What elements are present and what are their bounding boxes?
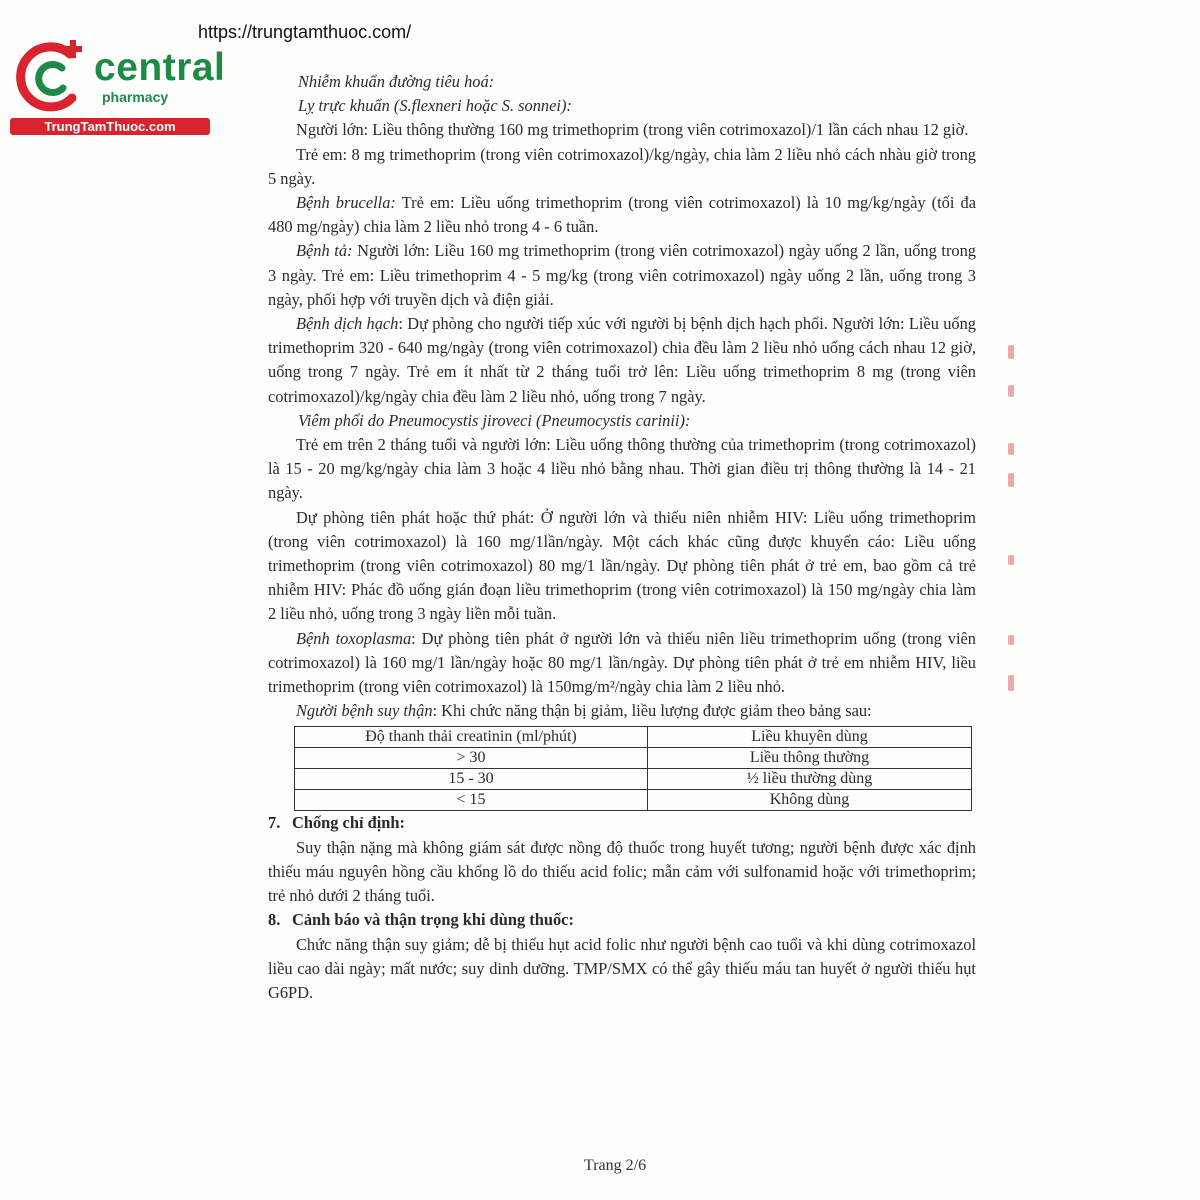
page-number: Trang 2/6 [584,1157,647,1174]
pcp-heading: Viêm phổi do Pneumocystis jiroveci (Pneumocystis carinii): [298,410,691,430]
section-title: Cảnh báo và thận trọng khi dùng thuốc: [292,910,574,930]
section-8-text: Chức năng thận suy giảm; dễ bị thiếu hụt acid folic như người bệnh cao tuổi và khi dùng cotrimoxazol liều cao dài ngày; mất nước; suy dinh dưỡng. TMP/SMX có thể gây thiếu máu tan huyết ở người thiếu hụt G6PD. [268,934,976,1002]
table-cell: ½ liều thường dùng [648,769,972,790]
shigella-adult: Người lớn: Liều thông thường 160 mg trimethoprim (trong viên cotrimoxazol)/1 lần cách nhau 12 giờ. [296,120,969,140]
logo-site-bar: TrungTamThuoc.com [10,118,210,135]
central-pharmacy-logo [10,38,225,138]
document-body [268,70,976,1005]
table-cell: > 30 [295,748,648,769]
brucella-paragraph [268,191,976,239]
plague-label: Bệnh dịch hạch [296,314,399,334]
toxoplasma-paragraph [268,627,976,700]
plague-text: : Dự phòng cho người tiếp xúc với người bị bệnh dịch hạch phổi. Người lớn: Liều uống trimethoprim 320 - 640 mg/ngày (trong viên cotrimoxazol) chia đều làm 2 liều nhỏ uống cách nhau 12 giờ, uống trong 7 ngày. Trẻ em ít nhất từ 2 tháng tuổi trở lên: Liều uống trimethoprim 8 mg (trong viên cotrimoxazol)/kg/ngày chia đều làm 2 liều nhỏ, uống trong 7 ngày. [268,314,976,406]
toxo-text: : Dự phòng tiên phát ở người lớn và thiếu niên liều trimethoprim uống (trong viên cotrimoxazol) là 160 mg/1 lần/ngày hoặc 80 mg/1 lần/ngày. Dự phòng tiên phát ở trẻ em nhiễm HIV, liều trimethoprim (trong viên cotrimoxazol) là 150mg/m²/ngày chia làm 2 liều nhỏ. [268,628,976,697]
section-7-text: Suy thận nặng mà không giám sát được nồng độ thuốc trong huyết tương; người bệnh được xác định thiếu máu nguyên hồng cầu khổng lồ do thiếu acid folic; mẫn cảm với sulfonamid hoặc với trimethoprim; trẻ nhỏ dưới 2 tháng tuổi. [268,837,976,906]
pharmacy-cross-icon [10,38,92,118]
section-8-title [268,908,976,932]
pcp-prophylaxis: Dự phòng tiên phát hoặc thứ phát: Ở người lớn và thiếu niên nhiễm HIV: Liều uống trimethoprim (trong viên cotrimoxazol) là 160 mg/1lần/ngày. Một cách khác cũng được khuyến cáo: Liều uống trimethoprim (trong viên cotrimoxazol) 80 mg/1 lần/ngày. Dự phòng tiên phát ở trẻ em, bao gồm cả trẻ nhiễm HIV: Phác đồ uống gián đoạn liều trimethoprim (trong viên cotrimoxazol) là 150 mg/ngày chia làm 2 liều nhỏ, uống trong 3 ngày liền mỗi tuần. [268,507,976,624]
table-cell: 15 - 30 [295,769,648,790]
table-row [295,769,972,790]
renal-paragraph [268,699,976,723]
brucella-label: Bệnh brucella: [296,193,396,213]
cholera-text: Người lớn: Liều 160 mg trimethoprim (trong viên cotrimoxazol) ngày uống 2 lần, uống trong 3 ngày. Trẻ em: Liều trimethoprim 4 - 5 mg/kg (trong viên cotrimoxazol) ngày uống 2 lần, uống trong 3 ngày, phối hợp với truyền dịch và điện giải. [268,241,977,309]
source-url[interactable]: https://trungtamthuoc.com/ [198,22,412,42]
shigella-child: Trẻ em: 8 mg trimethoprim (trong viên cotrimoxazol)/kg/ngày, chia làm 2 liều nhỏ cách nhàu giờ trong 5 ngày. [268,144,976,188]
section-title: Chống chỉ định: [292,813,405,833]
stamp-marks [1008,345,1022,705]
table-header-row [295,727,972,748]
table-header: Liều khuyên dùng [648,727,972,748]
renal-label: Người bệnh suy thận [296,701,433,721]
table-row [295,790,972,811]
renal-dose-table [294,726,972,811]
table-cell: Liều thông thường [648,748,972,769]
table-row [295,748,972,769]
gi-heading: Nhiễm khuẩn đường tiêu hoá: [298,72,495,91]
cholera-label: Bệnh tả: [296,241,353,261]
cholera-paragraph [268,239,976,312]
brucella-text: Trẻ em: Liều uống trimethoprim (trong viên cotrimoxazol) là 10 mg/kg/ngày (tối đa 480 mg/ngày) chia làm 2 liều nhỏ trong 4 - 6 tuần. [268,193,976,237]
table-cell: Không dùng [648,790,972,811]
section-number: 7. [268,813,281,833]
section-7-title [268,811,976,835]
toxo-label: Bệnh toxoplasma [296,628,412,648]
logo-subtitle: pharmacy [102,89,169,105]
table-cell: < 15 [295,790,648,811]
renal-text: : Khi chức năng thận bị giảm, liều lượng được giảm theo bảng sau: [432,701,872,721]
plague-paragraph [268,312,976,409]
pcp-treatment: Trẻ em trên 2 tháng tuổi và người lớn: Liều uống thông thường của trimethoprim (trong cotrimoxazol) là 15 - 20 mg/kg/ngày chia làm 3 hoặc 4 liều nhỏ bằng nhau. Thời gian điều trị thông thường là 14 - 21 ngày. [268,435,976,503]
shigella-heading: Lỵ trực khuẩn (S.flexneri hoặc S. sonnei): [298,96,572,116]
logo-brand: central [94,46,226,89]
section-number: 8. [268,910,281,930]
table-header: Độ thanh thải creatinin (ml/phút) [295,727,648,748]
